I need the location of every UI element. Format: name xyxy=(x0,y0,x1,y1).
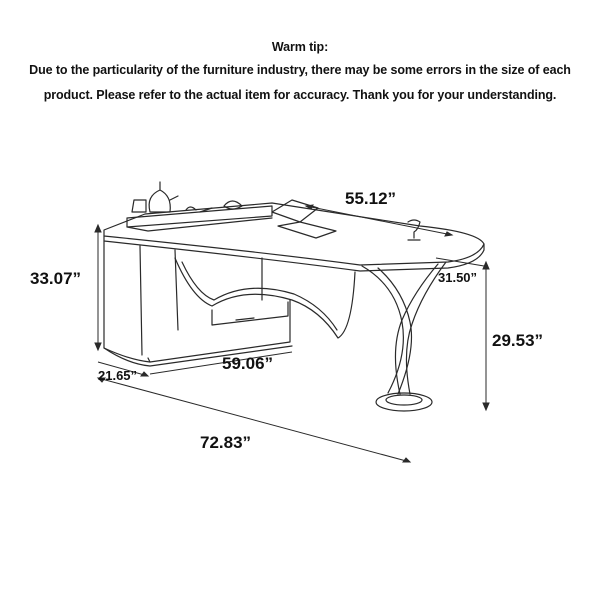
teacup xyxy=(132,200,146,212)
wine-glass xyxy=(408,220,420,240)
dim-arrow-desk-height-bottom xyxy=(483,403,489,410)
desk-leg-base-inner xyxy=(386,395,422,405)
dim-arrow-cabinet-depth-end xyxy=(141,372,148,376)
cabinet-panel-lines xyxy=(140,246,262,362)
dim-arrow-desk-width-end xyxy=(445,232,452,236)
dim-line-total-length xyxy=(98,378,410,462)
dim-line-desk-width xyxy=(306,206,452,235)
cabinet-wave-front xyxy=(175,258,355,338)
label-cabinet-height: 33.07” xyxy=(30,269,82,288)
desk-top-edge xyxy=(104,236,484,271)
label-desk-height: 29.53” xyxy=(492,331,544,350)
desk-leg-front xyxy=(362,266,412,394)
cabinet-drawer xyxy=(212,302,288,325)
dim-arrow-cabinet-height-bottom xyxy=(95,343,101,350)
desk-sketch xyxy=(104,182,484,411)
label-cabinet-depth: 21.65” xyxy=(98,368,138,383)
label-desk-width: 55.12” xyxy=(345,189,397,208)
desk-leg-base xyxy=(376,393,432,411)
label-cabinet-width: 59.06” xyxy=(222,354,274,373)
warm-tip-title: Warm tip: xyxy=(271,40,329,54)
dim-arrow-total-length-end xyxy=(403,458,410,462)
dimension-lines xyxy=(95,205,489,462)
dim-arrow-cabinet-height-top xyxy=(95,225,101,232)
label-desk-depth: 31.50” xyxy=(438,270,478,285)
warm-tip-line-1: Due to the particularity of the furniture industry, there may be some errors in the size of each xyxy=(29,63,571,77)
label-total-length: 72.83” xyxy=(200,433,252,452)
teapot xyxy=(149,182,178,212)
laptop xyxy=(272,200,336,238)
warm-tip-line-2: product. Please refer to the actual item for accuracy. Thank you for your understanding. xyxy=(43,88,557,102)
